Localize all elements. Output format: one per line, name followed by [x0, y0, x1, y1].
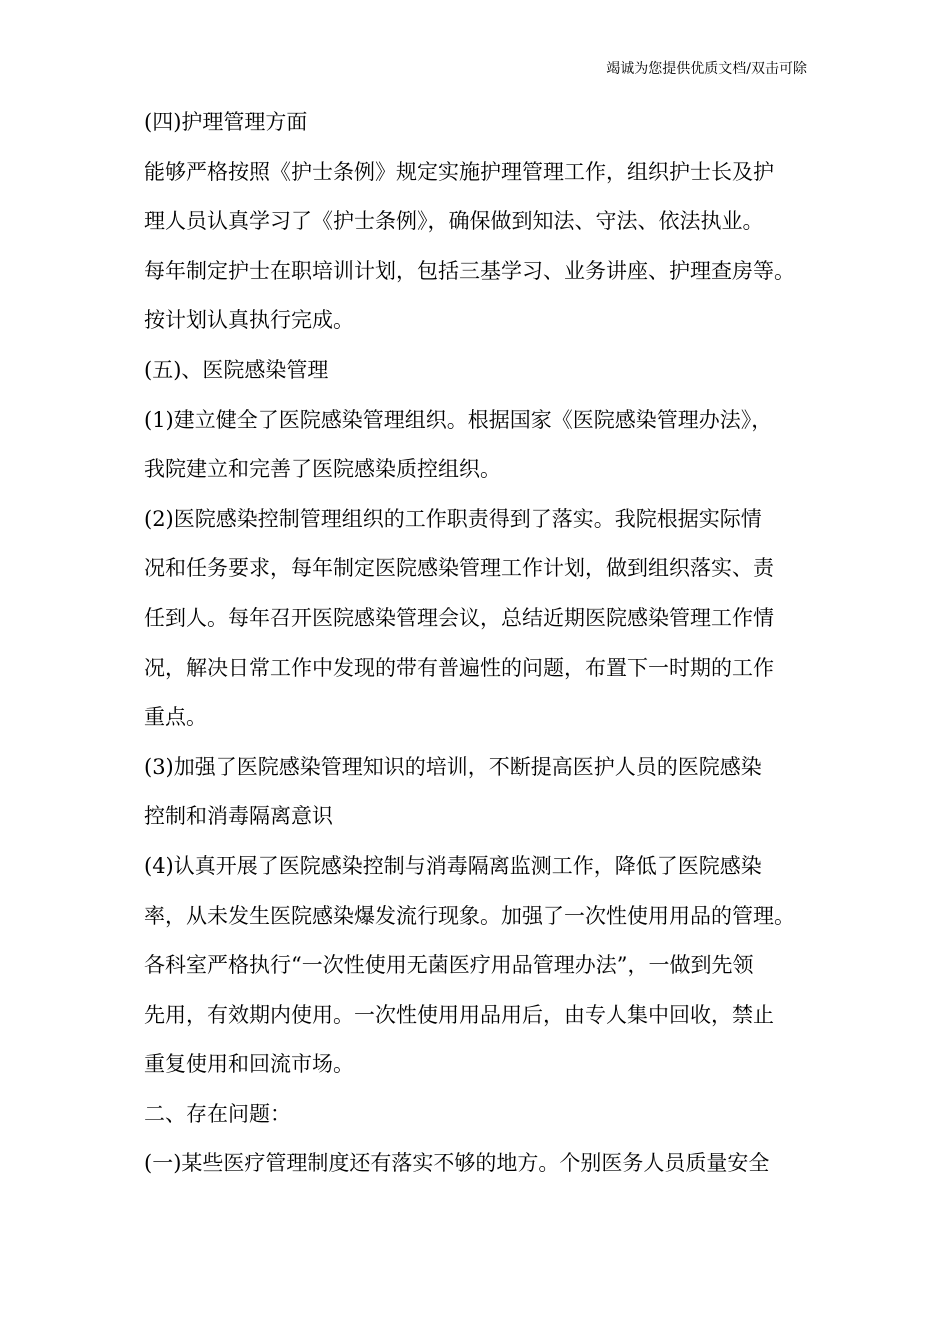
- body-line: (四)护理管理方面: [144, 110, 308, 134]
- body-line: 我院建立和完善了医院感染质控组织。: [144, 457, 501, 482]
- body-line: 况和任务要求，每年制定医院感染管理工作计划，做到组织落实、责: [144, 556, 774, 581]
- body-line: 各科室严格执行“一次性使用无菌医疗用品管理办法”，一做到先领: [144, 953, 754, 978]
- header-note: 竭诚为您提供优质文档/双击可除: [606, 61, 807, 77]
- body-line: (1)建立健全了医院感染管理组织。根据国家《医院感染管理办法》，: [144, 407, 773, 432]
- body-line: (五)、医院感染管理: [144, 357, 329, 382]
- body-line: 重点。: [144, 705, 207, 730]
- body-line: 率，从未发生医院感染爆发流行现象。加强了一次性使用用品的管理。: [144, 903, 795, 928]
- body-line: (一)某些医疗管理制度还有落实不够的地方。个别医务人员质量安全: [144, 1151, 770, 1176]
- body-line: 任到人。每年召开医院感染管理会议，总结近期医院感染管理工作情: [144, 605, 774, 630]
- body-line: 理人员认真学习了《护士条例》，确保做到知法、守法、依法执业。: [144, 209, 764, 234]
- body-line: 重复使用和回流市场。: [144, 1052, 354, 1077]
- body-line: 况，解决日常工作中发现的带有普遍性的问题，布置下一时期的工作: [144, 655, 774, 680]
- document-body: [144, 98, 824, 1189]
- body-line: 控制和消毒隔离意识: [144, 804, 333, 829]
- body-line: 能够严格按照《护士条例》规定实施护理管理工作，组织护士长及护: [144, 159, 774, 184]
- body-line: 二、存在问题：: [144, 1101, 291, 1126]
- body-line: 每年制定护士在职培训计划，包括三基学习、业务讲座、护理查房等。: [144, 258, 795, 283]
- body-line: (4)认真开展了医院感染控制与消毒隔离监测工作，降低了医院感染: [144, 853, 762, 878]
- body-line: 按计划认真执行完成。: [144, 308, 354, 333]
- body-line: (2)医院感染控制管理组织的工作职责得到了落实。我院根据实际情: [144, 506, 762, 531]
- body-line: (3)加强了医院感染管理知识的培训，不断提高医护人员的医院感染: [144, 754, 762, 779]
- body-line: 先用，有效期内使用。一次性使用用品用后，由专人集中回收，禁止: [144, 1002, 774, 1027]
